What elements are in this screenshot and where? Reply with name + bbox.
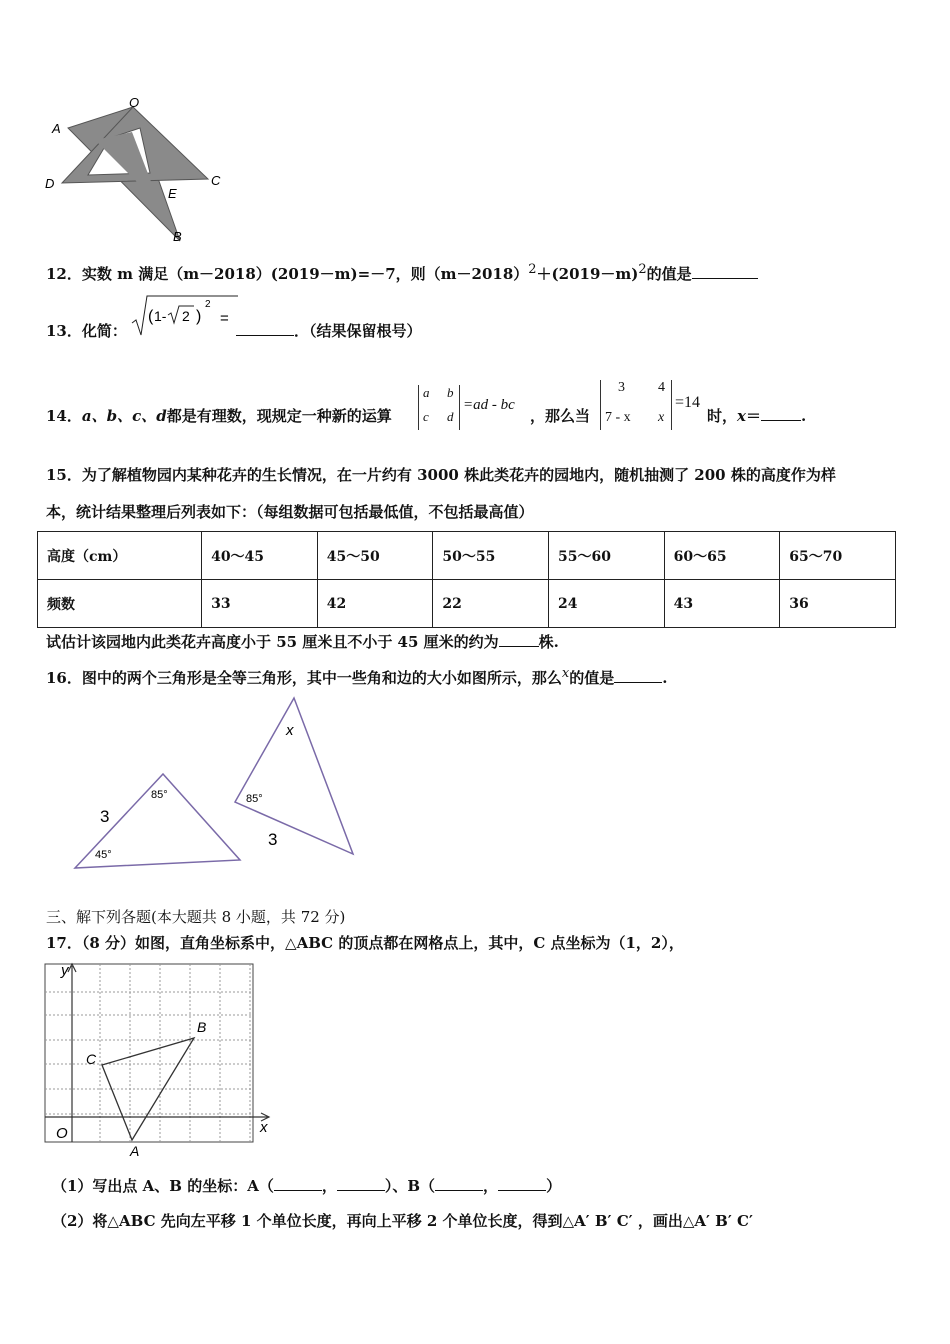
- question-12: 12．实数 m 满足（m－2018）(2019－m)=－7，则$(m-2018)^2+(2019-m)^2$的值是: [46, 262, 758, 284]
- question-16: 16．图中的两个三角形是全等三角形，其中一些角和边的大小如图所示，那么$^x$的值是 .: [46, 666, 668, 687]
- question-15-line1: 15．为了解植物园内某种花卉的生长情况，在一片约有 3000 株此类花卉的园地内，随机抽测了 200 株的高度作为样: [46, 466, 836, 484]
- table-cell: 65～70: [780, 532, 896, 580]
- label-b: B: [173, 229, 182, 244]
- table-cell: 36: [780, 580, 896, 628]
- answer-blank[interactable]: [499, 634, 539, 647]
- table-cell: 60～65: [664, 532, 780, 580]
- answer-blank-ay[interactable]: [337, 1178, 385, 1191]
- label-d: D: [45, 176, 55, 191]
- svg-text:x: x: [260, 1119, 268, 1136]
- svg-text:O: O: [56, 1125, 68, 1142]
- answer-blank-by[interactable]: [498, 1178, 546, 1191]
- svg-text:B: B: [197, 1019, 207, 1035]
- label-a: A: [52, 121, 61, 136]
- answer-blank-bx[interactable]: [435, 1178, 483, 1191]
- frequency-table: [37, 531, 896, 628]
- table-cell: 42: [317, 580, 433, 628]
- table-cell: 33: [202, 580, 318, 628]
- question-13-answer: ．（结果保留根号）: [236, 320, 422, 341]
- answer-blank[interactable]: [692, 266, 758, 279]
- svg-text:C: C: [86, 1051, 97, 1067]
- table-cell: 24: [549, 580, 665, 628]
- label-angle-85-right: 85°: [246, 793, 263, 805]
- table-cell: 40～45: [202, 532, 318, 580]
- table-cell: 43: [664, 580, 780, 628]
- question-14: 14．a、b、c、d都是有理数，现规定一种新的运算: [46, 407, 392, 425]
- label-angle-45: 45°: [95, 849, 112, 861]
- label-side-3-right: 3: [268, 830, 278, 849]
- question-17-part2: （2）将△ABC 先向左平移 1 个单位长度，再向上平移 2 个单位长度，得到△A′ B′ C′ ，画出△A′ B′ C′: [52, 1212, 753, 1230]
- label-angle-85-left: 85°: [151, 789, 168, 801]
- table-cell: 高度（cm）: [38, 532, 202, 580]
- svg-text:): ): [196, 308, 202, 325]
- question-15-prompt: 试估计该园地内此类花卉高度小于 55 厘米且不小于 45 厘米的约为 株.: [46, 633, 559, 651]
- svg-text:2: 2: [182, 308, 190, 324]
- question-17-part1: （1）写出点 A、B 的坐标：A（ ， ）、B（ ， ）: [52, 1177, 562, 1195]
- table-cell: 50～55: [433, 532, 549, 580]
- label-c: C: [211, 173, 221, 188]
- table-row: [38, 580, 896, 628]
- figure-q11: [40, 95, 240, 250]
- table-cell: 55～60: [549, 532, 665, 580]
- table-cell: 频数: [38, 580, 202, 628]
- answer-blank[interactable]: [761, 408, 801, 421]
- answer-blank[interactable]: [614, 670, 662, 683]
- svg-text:2: 2: [205, 299, 211, 310]
- answer-blank-ax[interactable]: [274, 1178, 322, 1191]
- table-cell: 22: [433, 580, 549, 628]
- label-x: x: [286, 722, 294, 739]
- table-row: [38, 532, 896, 580]
- question-14-answer: 时，x＝ .: [707, 407, 807, 425]
- triangle-abc: [102, 1038, 194, 1140]
- svg-text:1-: 1-: [154, 308, 167, 324]
- figure-q17-grid: [44, 960, 279, 1160]
- svg-text:(: (: [148, 308, 154, 325]
- sqrt-expression: [130, 293, 240, 338]
- determinant-rule: =ad - bc: [463, 397, 515, 413]
- question-17: 17．（8 分）如图，直角坐标系中，△ABC 的顶点都在网格点上，其中，C 点坐标为（1，2），: [46, 934, 684, 952]
- svg-text:=: =: [220, 310, 229, 327]
- svg-text:y: y: [61, 962, 69, 979]
- triangle-right: [235, 698, 353, 854]
- figure-q16: [60, 690, 380, 880]
- question-15-line2: 本，统计结果整理后列表如下：（每组数据可包括最低值，不包括最高值）: [46, 503, 534, 521]
- svg-text:A: A: [130, 1143, 140, 1159]
- label-e: E: [168, 186, 177, 201]
- determinant-question: 3 4 7 - x x: [600, 380, 672, 430]
- table-cell: 45～50: [317, 532, 433, 580]
- question-13: 13．化简：: [46, 322, 127, 340]
- section-heading: 三、解下列各题(本大题共 8 小题，共 72 分): [46, 908, 346, 926]
- label-o: O: [129, 95, 140, 110]
- label-side-3-left: 3: [100, 807, 110, 826]
- determinant-definition: a b c d: [418, 385, 460, 430]
- answer-blank[interactable]: [236, 323, 294, 336]
